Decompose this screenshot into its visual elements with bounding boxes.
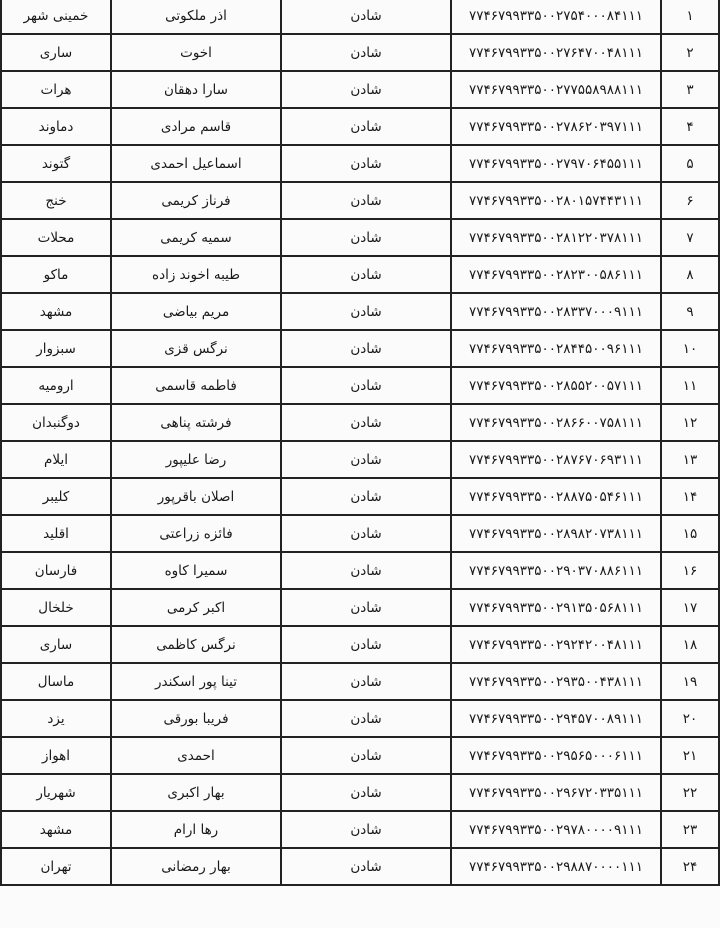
tracking-code-cell: ۷۷۴۶۷۹۹۳۳۵۰۰۲۸۴۴۵۰۰۹۶۱۱۱ <box>451 330 661 367</box>
city-cell: کلیبر <box>1 478 111 515</box>
table-row <box>1 774 719 811</box>
status-cell: شادن <box>281 71 451 108</box>
tracking-code-cell: ۷۷۴۶۷۹۹۳۳۵۰۰۲۹۴۵۷۰۰۸۹۱۱۱ <box>451 700 661 737</box>
tracking-code-cell: ۷۷۴۶۷۹۹۳۳۵۰۰۲۸۲۳۰۰۵۸۶۱۱۱ <box>451 256 661 293</box>
table-row <box>1 256 719 293</box>
row-number-cell: ۷ <box>661 219 719 256</box>
row-number-cell: ۲۰ <box>661 700 719 737</box>
person-name-cell: سارا دهقان <box>111 71 281 108</box>
person-name-cell: اصلان باقرپور <box>111 478 281 515</box>
city-cell: یزد <box>1 700 111 737</box>
tracking-code-cell: ۷۷۴۶۷۹۹۳۳۵۰۰۲۸۰۱۵۷۴۴۳۱۱۱ <box>451 182 661 219</box>
city-cell: خلخال <box>1 589 111 626</box>
table-row <box>1 145 719 182</box>
status-cell: شادن <box>281 330 451 367</box>
row-number-cell: ۲۲ <box>661 774 719 811</box>
person-name-cell: طیبه اخوند زاده <box>111 256 281 293</box>
person-name-cell: رها ارام <box>111 811 281 848</box>
row-number-cell: ۱۷ <box>661 589 719 626</box>
tracking-code-cell: ۷۷۴۶۷۹۹۳۳۵۰۰۲۸۱۲۲۰۳۷۸۱۱۱ <box>451 219 661 256</box>
row-number-cell: ۱۸ <box>661 626 719 663</box>
city-cell: شهریار <box>1 774 111 811</box>
status-cell: شادن <box>281 182 451 219</box>
row-number-cell: ۱۵ <box>661 515 719 552</box>
tracking-code-cell: ۷۷۴۶۷۹۹۳۳۵۰۰۲۷۷۵۵۸۹۸۸۱۱۱ <box>451 71 661 108</box>
person-name-cell: فرشته پناهی <box>111 404 281 441</box>
person-name-cell: فاطمه قاسمی <box>111 367 281 404</box>
person-name-cell: مریم بیاضی <box>111 293 281 330</box>
tracking-code-cell: ۷۷۴۶۷۹۹۳۳۵۰۰۲۹۰۳۷۰۸۸۶۱۱۱ <box>451 552 661 589</box>
person-name-cell: احمدی <box>111 737 281 774</box>
tracking-code-cell: ۷۷۴۶۷۹۹۳۳۵۰۰۲۷۹۷۰۶۴۵۵۱۱۱ <box>451 145 661 182</box>
city-cell: فارسان <box>1 552 111 589</box>
tracking-code-cell: ۷۷۴۶۷۹۹۳۳۵۰۰۲۹۳۵۰۰۴۳۸۱۱۱ <box>451 663 661 700</box>
status-cell: شادن <box>281 404 451 441</box>
row-number-cell: ۲۱ <box>661 737 719 774</box>
table-row <box>1 0 719 34</box>
table-row <box>1 515 719 552</box>
person-name-cell: رضا علیپور <box>111 441 281 478</box>
tracking-code-cell: ۷۷۴۶۷۹۹۳۳۵۰۰۲۸۳۳۷۰۰۰۹۱۱۱ <box>451 293 661 330</box>
city-cell: ارومیه <box>1 367 111 404</box>
table-row <box>1 663 719 700</box>
row-number-cell: ۸ <box>661 256 719 293</box>
person-name-cell: نرگس قزی <box>111 330 281 367</box>
tracking-code-cell: ۷۷۴۶۷۹۹۳۳۵۰۰۲۹۱۳۵۰۵۶۸۱۱۱ <box>451 589 661 626</box>
status-cell: شادن <box>281 663 451 700</box>
tracking-code-cell: ۷۷۴۶۷۹۹۳۳۵۰۰۲۸۶۶۰۰۷۵۸۱۱۱ <box>451 404 661 441</box>
status-cell: شادن <box>281 293 451 330</box>
tracking-code-cell: ۷۷۴۶۷۹۹۳۳۵۰۰۲۸۸۷۵۰۵۴۶۱۱۱ <box>451 478 661 515</box>
status-cell: شادن <box>281 219 451 256</box>
table-row <box>1 293 719 330</box>
tracking-code-cell: ۷۷۴۶۷۹۹۳۳۵۰۰۲۷۵۴۰۰۰۸۴۱۱۱ <box>451 0 661 34</box>
status-cell: شادن <box>281 811 451 848</box>
city-cell: ساری <box>1 34 111 71</box>
person-name-cell: اکبر کرمی <box>111 589 281 626</box>
person-name-cell: بهار رمضانی <box>111 848 281 885</box>
table-row <box>1 589 719 626</box>
person-name-cell: نرگس کاظمی <box>111 626 281 663</box>
city-cell: سبزوار <box>1 330 111 367</box>
table-row <box>1 367 719 404</box>
city-cell: دوگنبدان <box>1 404 111 441</box>
status-cell: شادن <box>281 552 451 589</box>
table-row <box>1 700 719 737</box>
person-name-cell: اخوت <box>111 34 281 71</box>
city-cell: خمینی شهر <box>1 0 111 34</box>
city-cell: گتوند <box>1 145 111 182</box>
table-row <box>1 330 719 367</box>
status-cell: شادن <box>281 0 451 34</box>
tracking-code-cell: ۷۷۴۶۷۹۹۳۳۵۰۰۲۹۲۴۲۰۰۴۸۱۱۱ <box>451 626 661 663</box>
status-cell: شادن <box>281 737 451 774</box>
person-name-cell: تینا پور اسکندر <box>111 663 281 700</box>
table-row <box>1 404 719 441</box>
table-row <box>1 552 719 589</box>
tracking-code-cell: ۷۷۴۶۷۹۹۳۳۵۰۰۲۷۶۴۷۰۰۴۸۱۱۱ <box>451 34 661 71</box>
city-cell: خنج <box>1 182 111 219</box>
table-row <box>1 182 719 219</box>
table-row <box>1 737 719 774</box>
row-number-cell: ۱۳ <box>661 441 719 478</box>
status-cell: شادن <box>281 478 451 515</box>
table-row <box>1 71 719 108</box>
person-name-cell: سمیرا کاوه <box>111 552 281 589</box>
tracking-code-cell: ۷۷۴۶۷۹۹۳۳۵۰۰۲۸۹۸۲۰۷۳۸۱۱۱ <box>451 515 661 552</box>
row-number-cell: ۱۰ <box>661 330 719 367</box>
status-cell: شادن <box>281 589 451 626</box>
status-cell: شادن <box>281 34 451 71</box>
table-row <box>1 811 719 848</box>
row-number-cell: ۱۱ <box>661 367 719 404</box>
city-cell: ساری <box>1 626 111 663</box>
person-name-cell: سمیه کریمی <box>111 219 281 256</box>
status-cell: شادن <box>281 700 451 737</box>
city-cell: محلات <box>1 219 111 256</box>
row-number-cell: ۱۲ <box>661 404 719 441</box>
person-name-cell: قاسم مرادی <box>111 108 281 145</box>
status-cell: شادن <box>281 108 451 145</box>
status-cell: شادن <box>281 367 451 404</box>
row-number-cell: ۱۶ <box>661 552 719 589</box>
tracking-code-cell: ۷۷۴۶۷۹۹۳۳۵۰۰۲۸۷۶۷۰۶۹۳۱۱۱ <box>451 441 661 478</box>
city-cell: ماکو <box>1 256 111 293</box>
row-number-cell: ۲۴ <box>661 848 719 885</box>
row-number-cell: ۱۹ <box>661 663 719 700</box>
tracking-code-cell: ۷۷۴۶۷۹۹۳۳۵۰۰۲۹۷۸۰۰۰۰۹۱۱۱ <box>451 811 661 848</box>
table-row <box>1 441 719 478</box>
city-cell: اقلید <box>1 515 111 552</box>
person-name-cell: بهار اکبری <box>111 774 281 811</box>
tracking-code-cell: ۷۷۴۶۷۹۹۳۳۵۰۰۲۹۶۷۲۰۳۳۵۱۱۱ <box>451 774 661 811</box>
person-name-cell: فریبا بورقی <box>111 700 281 737</box>
city-cell: ایلام <box>1 441 111 478</box>
table-row <box>1 478 719 515</box>
status-cell: شادن <box>281 515 451 552</box>
row-number-cell: ۱ <box>661 0 719 34</box>
tracking-code-cell: ۷۷۴۶۷۹۹۳۳۵۰۰۲۷۸۶۲۰۳۹۷۱۱۱ <box>451 108 661 145</box>
status-cell: شادن <box>281 256 451 293</box>
city-cell: دماوند <box>1 108 111 145</box>
person-name-cell: اذر ملکوتی <box>111 0 281 34</box>
city-cell: مشهد <box>1 811 111 848</box>
city-cell: ماسال <box>1 663 111 700</box>
table-row <box>1 34 719 71</box>
table-row <box>1 108 719 145</box>
city-cell: هرات <box>1 71 111 108</box>
city-cell: مشهد <box>1 293 111 330</box>
tracking-code-cell: ۷۷۴۶۷۹۹۳۳۵۰۰۲۹۵۶۵۰۰۰۶۱۱۱ <box>451 737 661 774</box>
row-number-cell: ۶ <box>661 182 719 219</box>
status-cell: شادن <box>281 848 451 885</box>
status-cell: شادن <box>281 441 451 478</box>
row-number-cell: ۵ <box>661 145 719 182</box>
row-number-cell: ۲۳ <box>661 811 719 848</box>
row-number-cell: ۹ <box>661 293 719 330</box>
person-name-cell: اسماعیل احمدی <box>111 145 281 182</box>
row-number-cell: ۴ <box>661 108 719 145</box>
status-cell: شادن <box>281 626 451 663</box>
row-number-cell: ۳ <box>661 71 719 108</box>
tracking-code-cell: ۷۷۴۶۷۹۹۳۳۵۰۰۲۸۵۵۲۰۰۵۷۱۱۱ <box>451 367 661 404</box>
tracking-code-cell: ۷۷۴۶۷۹۹۳۳۵۰۰۲۹۸۸۷۰۰۰۰۱۱۱ <box>451 848 661 885</box>
table-row <box>1 219 719 256</box>
status-cell: شادن <box>281 145 451 182</box>
person-name-cell: فائزه زراعتی <box>111 515 281 552</box>
person-name-cell: فرناز کریمی <box>111 182 281 219</box>
table-row <box>1 626 719 663</box>
city-cell: اهواز <box>1 737 111 774</box>
row-number-cell: ۱۴ <box>661 478 719 515</box>
roster-table-body <box>1 0 719 885</box>
status-cell: شادن <box>281 774 451 811</box>
city-cell: تهران <box>1 848 111 885</box>
row-number-cell: ۲ <box>661 34 719 71</box>
table-row <box>1 848 719 885</box>
